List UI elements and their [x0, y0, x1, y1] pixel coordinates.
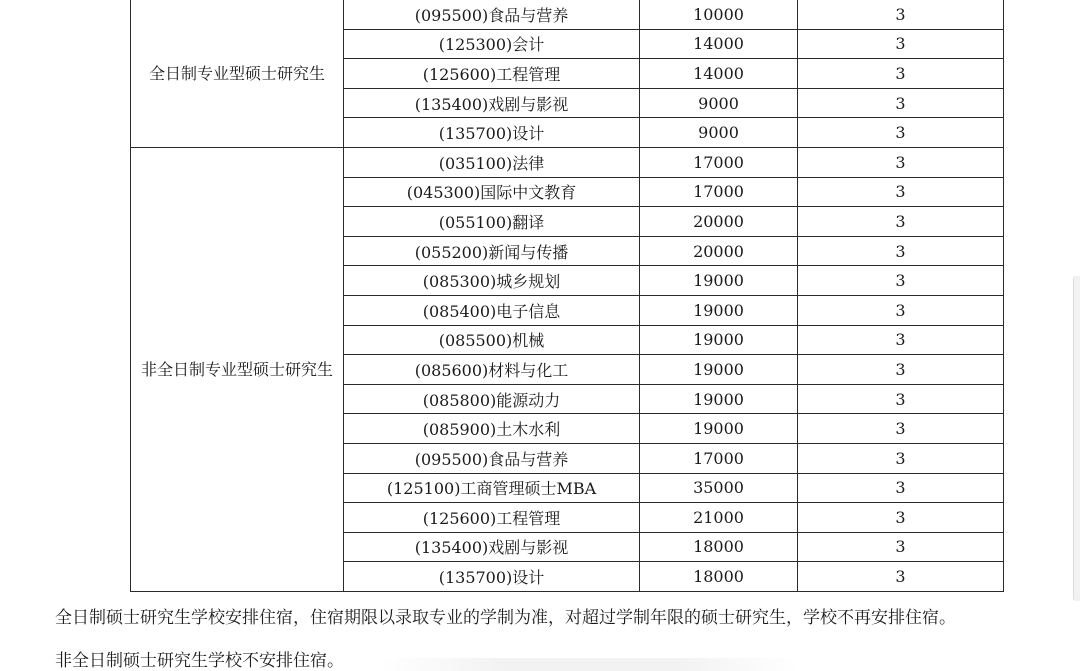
program-category-cell: 非全日制专业型硕士研究生 [131, 147, 344, 591]
tuition-fee-cell: 20000 [640, 236, 798, 266]
tuition-fee-cell: 17000 [640, 177, 798, 207]
major-cell: (085400)电子信息 [344, 295, 640, 325]
tuition-fee-cell: 14000 [640, 59, 798, 89]
major-cell: (125300)会计 [344, 29, 640, 59]
duration-cell: 3 [798, 355, 1004, 385]
major-cell: (095500)食品与营养 [344, 443, 640, 473]
major-cell: (035100)法律 [344, 147, 640, 177]
duration-cell: 3 [798, 443, 1004, 473]
duration-cell: 3 [798, 473, 1004, 503]
major-cell: (085300)城乡规划 [344, 266, 640, 296]
duration-cell: 3 [798, 88, 1004, 118]
major-cell: (045300)国际中文教育 [344, 177, 640, 207]
tuition-fee-cell: 35000 [640, 473, 798, 503]
tuition-fee-cell: 18000 [640, 562, 798, 592]
major-cell: (085600)材料与化工 [344, 355, 640, 385]
tuition-fee-cell: 19000 [640, 295, 798, 325]
major-cell: (135400)戏剧与影视 [344, 88, 640, 118]
major-cell: (085800)能源动力 [344, 384, 640, 414]
tuition-fee-cell: 18000 [640, 532, 798, 562]
program-category-cell: 全日制专业型硕士研究生 [131, 0, 344, 147]
tuition-fee-cell: 20000 [640, 207, 798, 237]
duration-cell: 3 [798, 414, 1004, 444]
bottom-fade-overlay [380, 658, 800, 671]
duration-cell: 3 [798, 147, 1004, 177]
tuition-fee-cell: 19000 [640, 266, 798, 296]
tuition-fee-cell: 21000 [640, 503, 798, 533]
tuition-fee-cell: 14000 [640, 29, 798, 59]
duration-cell: 3 [798, 295, 1004, 325]
accommodation-note-fulltime: 全日制硕士研究生学校安排住宿，住宿期限以录取专业的学制为准，对超过学制年限的硕士研究生，学校不再安排住宿。 [55, 608, 956, 628]
duration-cell: 3 [798, 266, 1004, 296]
tuition-fee-cell: 17000 [640, 443, 798, 473]
accommodation-note-parttime: 非全日制硕士研究生学校不安排住宿。 [55, 651, 344, 671]
tuition-fee-cell: 17000 [640, 147, 798, 177]
major-cell: (135700)设计 [344, 562, 640, 592]
major-cell: (135400)戏剧与影视 [344, 532, 640, 562]
duration-cell: 3 [798, 325, 1004, 355]
major-cell: (085900)土木水利 [344, 414, 640, 444]
tuition-fee-cell: 9000 [640, 88, 798, 118]
duration-cell: 3 [798, 207, 1004, 237]
tuition-fee-cell: 19000 [640, 414, 798, 444]
duration-cell: 3 [798, 0, 1004, 29]
major-cell: (125600)工程管理 [344, 59, 640, 89]
duration-cell: 3 [798, 118, 1004, 148]
duration-cell: 3 [798, 236, 1004, 266]
duration-cell: 3 [798, 59, 1004, 89]
duration-cell: 3 [798, 29, 1004, 59]
major-cell: (125600)工程管理 [344, 503, 640, 533]
tuition-fee-cell: 19000 [640, 355, 798, 385]
major-cell: (055200)新闻与传播 [344, 236, 640, 266]
major-cell: (055100)翻译 [344, 207, 640, 237]
tuition-table-body [131, 0, 1004, 591]
duration-cell: 3 [798, 562, 1004, 592]
duration-cell: 3 [798, 503, 1004, 533]
tuition-fee-cell: 19000 [640, 325, 798, 355]
duration-cell: 3 [798, 532, 1004, 562]
tuition-table [130, 0, 1004, 592]
tuition-fee-cell: 10000 [640, 0, 798, 29]
major-cell: (095500)食品与营养 [344, 0, 640, 29]
tuition-fee-cell: 19000 [640, 384, 798, 414]
table-row [131, 0, 1004, 29]
scroll-edge-handle[interactable] [1073, 276, 1080, 601]
table-row [131, 147, 1004, 177]
duration-cell: 3 [798, 384, 1004, 414]
major-cell: (125100)工商管理硕士MBA [344, 473, 640, 503]
tuition-fee-cell: 9000 [640, 118, 798, 148]
duration-cell: 3 [798, 177, 1004, 207]
major-cell: (085500)机械 [344, 325, 640, 355]
major-cell: (135700)设计 [344, 118, 640, 148]
